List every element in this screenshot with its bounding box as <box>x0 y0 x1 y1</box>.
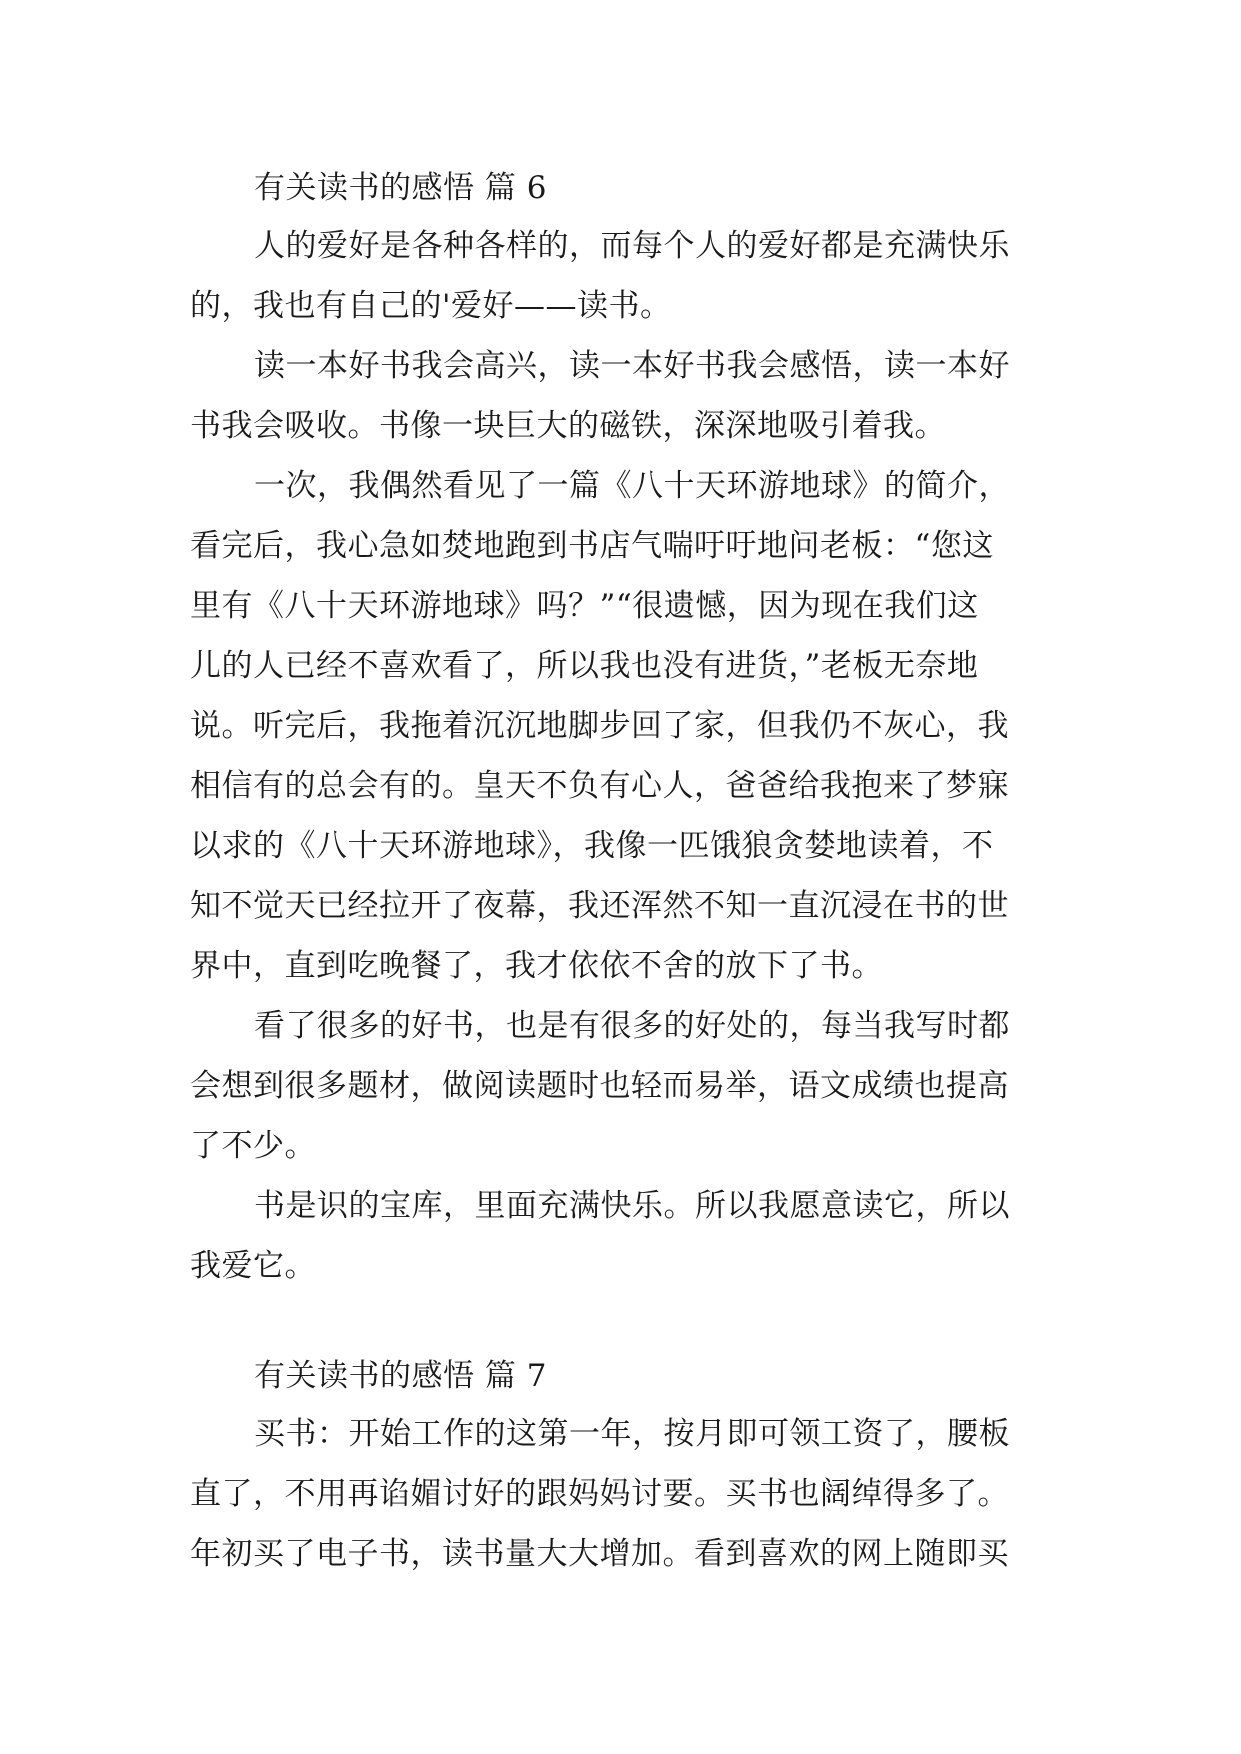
paragraph-line: 儿的人已经不喜欢看了，所以我也没有进货，”老板无奈地 <box>190 648 979 684</box>
paragraph-line: 界中，直到吃晚餐了，我才依依不舍的放下了书。 <box>190 948 883 984</box>
paragraph-line: 了不少。 <box>190 1128 316 1164</box>
paragraph-line: 以求的《八十天环游地球》，我像一匹饿狼贪婪地读着，不 <box>190 828 994 864</box>
paragraph-line: 看完后，我心急如焚地跑到书店气喘吁吁地问老板：“您这 <box>190 528 994 564</box>
paragraph-line: 直了，不用再谄媚讨好的跟妈妈讨要。买书也阔绰得多了。 <box>190 1476 1009 1512</box>
section-heading-7: 有关读书的感悟 篇 7 <box>254 1358 547 1394</box>
paragraph-line: 知不觉天已经拉开了夜幕，我还浑然不知一直沉浸在书的世 <box>190 888 1009 924</box>
paragraph-line: 年初买了电子书，读书量大大增加。看到喜欢的网上随即买 <box>190 1536 1009 1572</box>
paragraph-line: 书我会吸收。书像一块巨大的磁铁，深深地吸引着我。 <box>190 408 946 444</box>
paragraph-line: 买书：开始工作的这第一年，按月即可领工资了，腰板 <box>254 1416 1010 1452</box>
paragraph-line: 的，我也有自己的'爱好——读书。 <box>190 288 672 324</box>
section-heading-6: 有关读书的感悟 篇 6 <box>254 170 547 206</box>
paragraph-line: 相信有的总会有的。皇天不负有心人，爸爸给我抱来了梦寐 <box>190 768 1009 804</box>
paragraph-line: 说。听完后，我拖着沉沉地脚步回了家，但我仍不灰心，我 <box>190 708 1009 744</box>
paragraph-line: 人的爱好是各种各样的，而每个人的爱好都是充满快乐 <box>254 228 1010 264</box>
paragraph-line: 读一本好书我会高兴，读一本好书我会感悟，读一本好 <box>254 348 1010 384</box>
paragraph-line: 一次，我偶然看见了一篇《八十天环游地球》的简介， <box>254 468 1010 504</box>
paragraph-line: 我爱它。 <box>190 1248 316 1284</box>
paragraph-line: 会想到很多题材，做阅读题时也轻而易举，语文成绩也提高 <box>190 1068 1009 1104</box>
paragraph-line: 看了很多的好书，也是有很多的好处的，每当我写时都 <box>254 1008 1010 1044</box>
paragraph-line: 书是识的宝库，里面充满快乐。所以我愿意读它，所以 <box>254 1188 1010 1224</box>
paragraph-line: 里有《八十天环游地球》吗？”“很遗憾，因为现在我们这 <box>190 588 979 624</box>
